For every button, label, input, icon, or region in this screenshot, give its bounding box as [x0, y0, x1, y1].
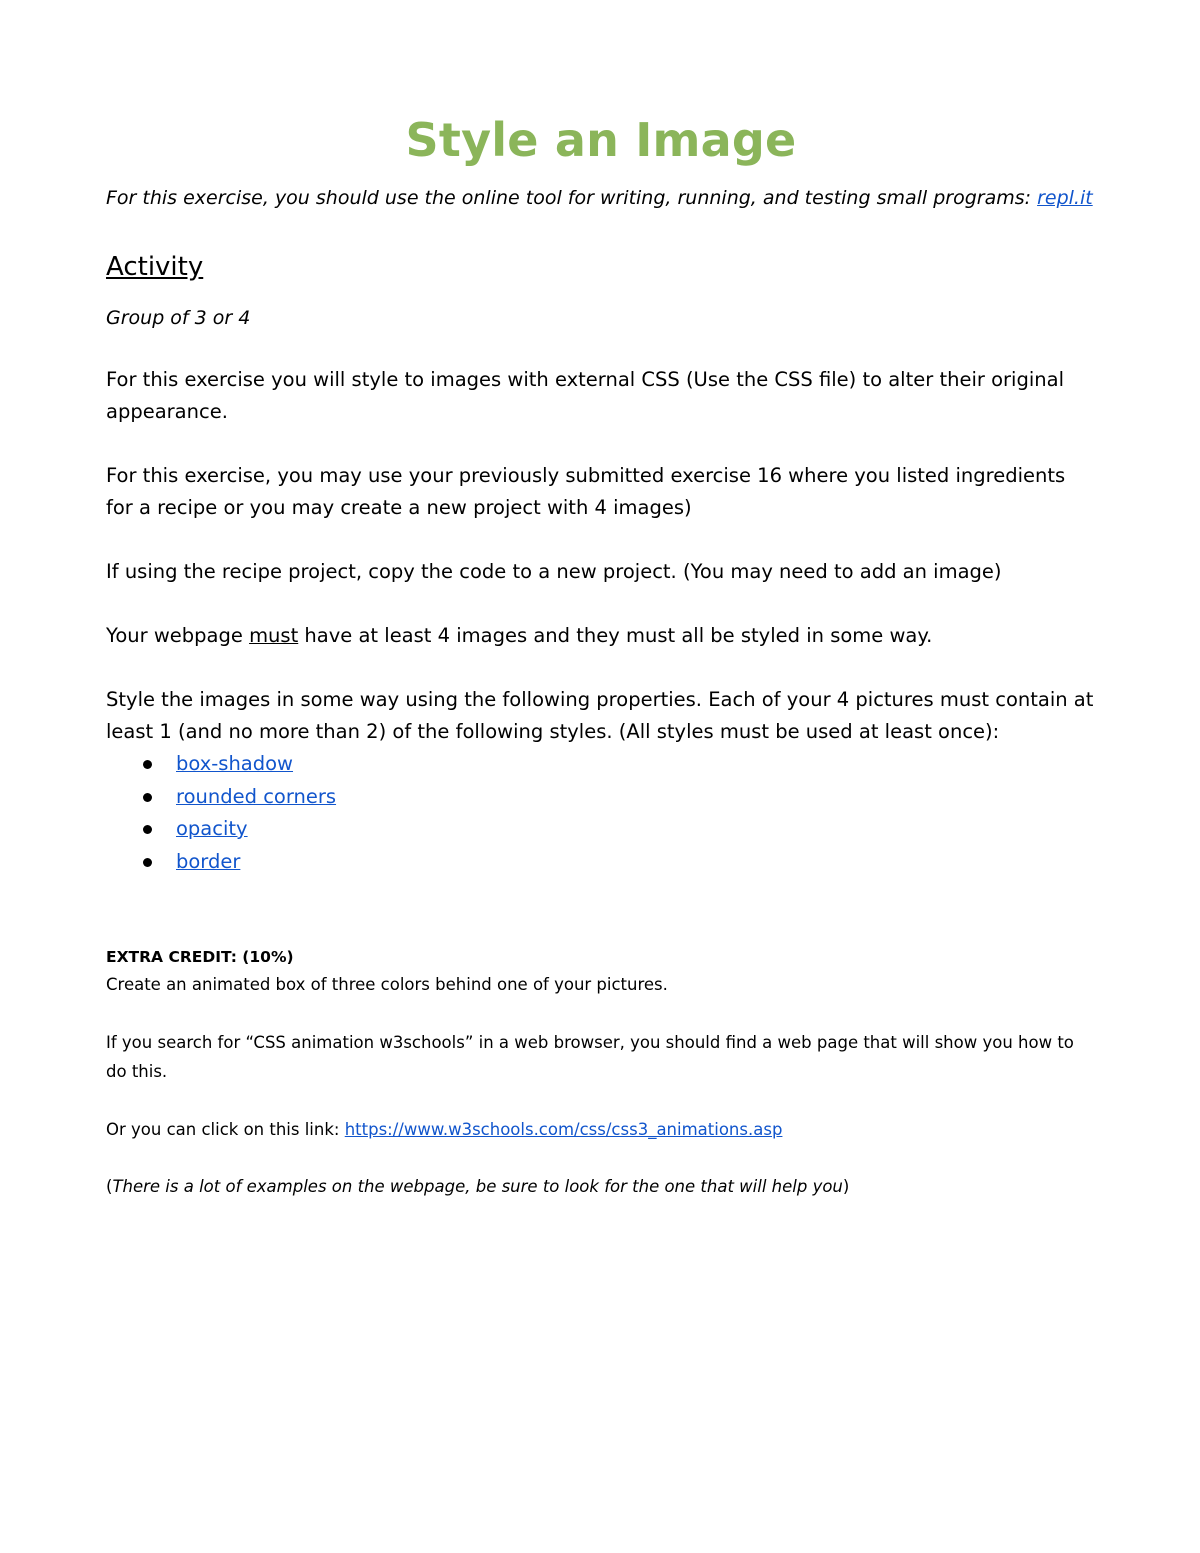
activity-heading: Activity	[106, 252, 204, 282]
note-open-paren: (	[106, 1177, 113, 1196]
paragraph-requirements	[106, 620, 1096, 652]
list-item	[106, 748, 1096, 781]
note-text: There is a lot of examples on the webpage, be sure to look for the one that will help you	[112, 1177, 843, 1196]
replit-link[interactable]: repl.it	[1037, 187, 1093, 209]
link-intro: Or you can click on this link:	[106, 1119, 345, 1139]
w3schools-link[interactable]: https://www.w3schools.com/css/css3_animations.asp	[344, 1119, 783, 1139]
extra-credit-title: EXTRA CREDIT: (10%)	[106, 948, 294, 966]
paragraph-properties: Style the images in some way using the following properties. Each of your 4 pictures must contain at least 1 (and no more than 2) of the following styles. (All styles must be used at least once):	[106, 688, 1094, 743]
bullet-icon	[143, 858, 152, 867]
extra-credit-task: Create an animated box of three colors behind one of your pictures.	[106, 975, 668, 994]
paragraph-recipe-project: If using the recipe project, copy the code to a new project. (You may need to add an image)	[106, 560, 1002, 583]
list-item	[106, 846, 1096, 879]
border-link[interactable]: border	[176, 849, 241, 873]
bullet-icon	[143, 760, 152, 769]
paragraph-style-images: For this exercise you will style to images with external CSS (Use the CSS file) to alter their original appearance.	[106, 368, 1064, 423]
must-emphasis: must	[249, 624, 299, 647]
page-title: Style an Image	[405, 113, 797, 167]
rounded-corners-link[interactable]: rounded corners	[176, 784, 337, 808]
bullet-icon	[143, 825, 152, 834]
requirements-before: Your webpage	[106, 624, 250, 647]
examples-note	[106, 1172, 1096, 1202]
box-shadow-link[interactable]: box-shadow	[176, 752, 294, 775]
document-page	[106, 108, 1096, 1202]
note-close-paren: )	[842, 1177, 850, 1196]
opacity-link[interactable]: opacity	[176, 817, 248, 840]
extra-credit-search-tip: If you search for “CSS animation w3schools” in a web browser, you should find a web page that will show you how to do this.	[106, 1032, 1074, 1081]
requirements-after: have at least 4 images and they must all be styled in some way.	[298, 624, 933, 647]
intro-sentence: For this exercise, you should use the online tool for writing, running, and testing small programs:	[106, 187, 1038, 209]
list-item	[106, 781, 1096, 814]
list-item	[106, 813, 1096, 846]
style-properties-list	[106, 748, 1096, 878]
paragraph-previous-exercise: For this exercise, you may use your previously submitted exercise 16 where you listed ingredients for a recipe or you may create a new project with 4 images)	[106, 464, 1066, 519]
intro-text	[106, 184, 1096, 212]
bullet-icon	[143, 793, 152, 802]
group-size-note: Group of 3 or 4	[106, 307, 251, 329]
extra-credit-link-line	[106, 1115, 1096, 1145]
